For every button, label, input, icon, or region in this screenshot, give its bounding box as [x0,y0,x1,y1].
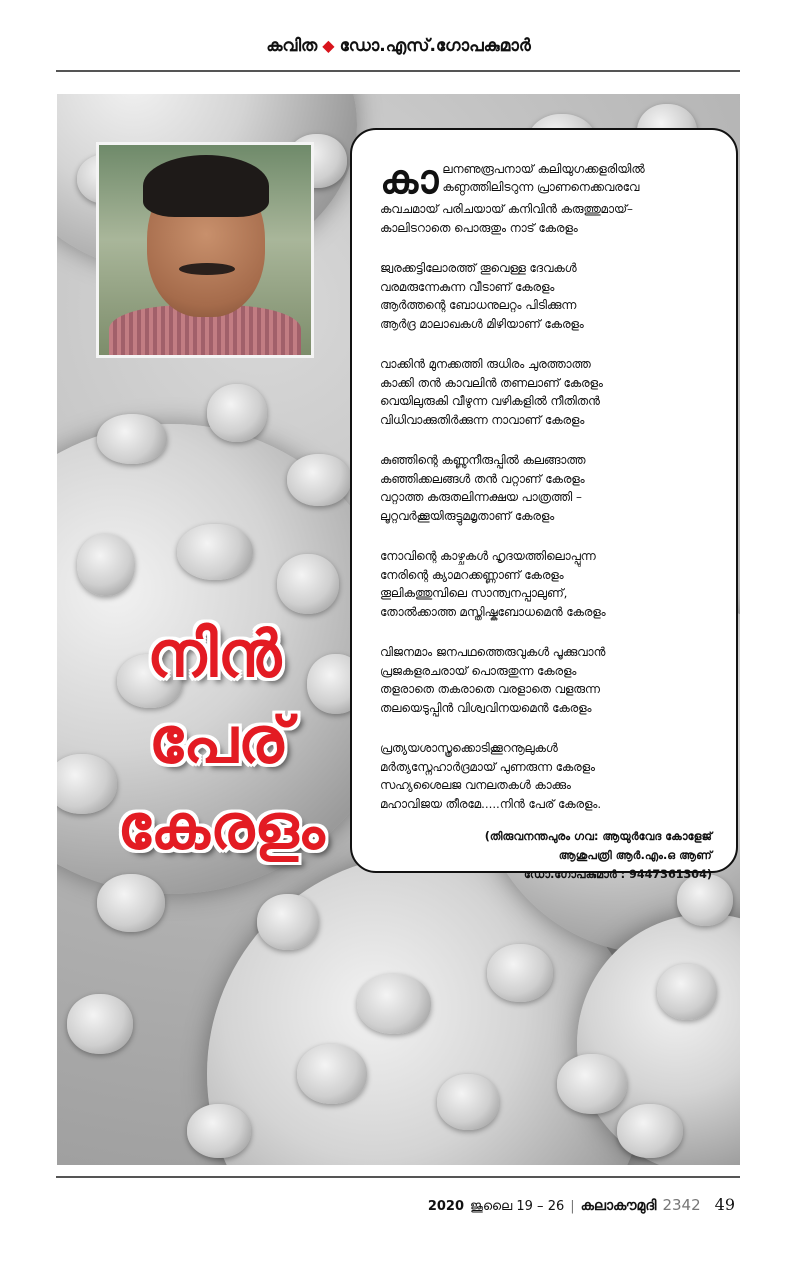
poem-line: ആർത്തന്റെ ബോധനുലറ്റം പിടിക്കുന്ന [380,298,577,312]
poem-line: നേരിന്റെ ക്യാമറക്കണ്ണാണ് കേരളം [380,567,564,582]
stanza-3 [380,355,716,429]
poem-line: സഹ്യശൈലജ വനലതകൾ കാക്കും [380,778,571,792]
drop-cap: കാ [380,157,437,203]
poem-line: തളരാതെ തകരാതെ വരളാതെ വളരുന്ന [380,682,600,696]
credit-line: (തിരുവനന്തപുരം ഗവ: ആയുർവേദ കോളേജ് [484,830,712,843]
author-credit [380,827,716,884]
poem-line: പ്രത്യയശാസ്ത്രക്കൊടിക്കൂറനൂലുകൾ [380,741,558,755]
poem-line: മർത്യസ്നേഹാർദ്രമായ് പുണരുന്ന കേരളം [380,759,595,774]
poem-line: കാക്കി തൻ കാവലിൻ തണലാണ് കേരളം [380,375,603,390]
footer-date: ജൂലൈ 19 – 26 [470,1199,565,1214]
poem-line: വെയിലുരുകി വീഴുന്ന വഴികളിൽ നീതിതൻ [380,394,600,408]
page-footer [428,1195,735,1214]
footer-separator: | [570,1199,575,1214]
author-photo [96,142,314,358]
diamond-icon: ◆ [322,36,335,55]
poem-line: കണ്ഠത്തിലിടറുന്ന പ്രാണനെക്കവരവേ [442,180,640,194]
title-line-2: പേര് [148,704,290,778]
footer-year: 2020 [427,1199,464,1214]
magazine-name: കലാകൗമുദി [580,1198,657,1214]
poem-line: ജ്വരക്കട്ടിലോരത്ത് തൂവെള്ള ദേവകൾ [380,261,577,275]
poem-line: ആർദ്ര മാലാഖകൾ മിഴിയാണ് കേരളം [380,316,584,331]
credit-line: ആശുപത്രി ആർ.എം.ഒ ആണ് [558,849,712,862]
page-number: 49 [714,1195,735,1214]
poem-line: കഞ്ഞിക്കലങ്ങൾ തൻ വറ്റാണ് കേരളം [380,471,585,486]
stanza-6 [380,643,716,717]
stanza-7 [380,739,716,813]
title-line-1: നിൻ [146,618,282,692]
poem-line: കവചമായ് പരിചയായ് കനിവിൻ കരുത്തുമായ്– [380,202,633,216]
poem-line: പ്രജകളരചരായ് പൊരുതുന്ന കേരളം [380,663,577,678]
poem-line: കുഞ്ഞിന്റെ കണ്ണുനീരുപ്പിൽ കലങ്ങാത്ത [380,453,586,467]
top-divider [56,70,740,72]
poem-line: ലനണുരൂപനായ് കലിയുഗക്കളരിയിൽ [442,162,645,176]
poem-line: തലയെടുപ്പിൻ വിശ്വവിനയമെൻ കേരളം [380,700,592,715]
poem-line: വറ്റാത്ത കരുതലിന്നക്ഷയ പാത്രത്തി – [380,490,582,504]
poem-line: വിധിവാക്കുതിർക്കുന്ന നാവാണ് കേരളം [380,412,585,427]
poem-line: മഹാവിജയ തീരമേ.....നിൻ പേര് കേരളം. [380,796,602,811]
stanza-4 [380,451,716,525]
poem-line: വരമരുന്നേകുന്ന വീടാണ് കേരളം [380,279,555,294]
bottom-divider [56,1176,740,1178]
stanza-1 [380,157,716,237]
issue-number: 2342 [662,1196,701,1214]
poem-line: തൂലികത്തുമ്പിലെ സാന്ത്വനപ്പാലുണ്, [380,586,568,600]
section-label: കവിത [266,36,318,56]
poem-line: വാക്കിൻ മുനക്കത്തി രുധിരം ചുരത്താത്ത [380,357,591,371]
page-header [58,36,739,56]
poem-line: വിജനമാം ജനപഥത്തെരുവുകൾ പൂക്കുവാൻ [380,645,606,659]
poem-line: കാലിടറാതെ പൊരുതും നാട് കേരളം [380,220,578,235]
title-line-3: കേരളം [117,790,325,863]
poem-title [56,612,352,870]
credit-line: ഡോ.ഗോപകുമാർ : 9447361304) [524,868,712,881]
author-name: ഡോ.എസ്.ഗോപകുമാർ [339,36,531,56]
poem-line: തോൽക്കാത്ത മസ്തിഷ്കബോധമെൻ കേരളം [380,604,606,619]
stanza-2 [380,259,716,333]
poem-line: നോവിന്റെ കാഴ്ചകൾ ഹൃദയത്തിലൊപ്പുന്ന [380,549,596,563]
stanza-5 [380,547,716,621]
poem-box [350,128,738,881]
poem-line: ലൂറ്റവർക്കൂയിരുട്ടുമമൃതാണ് കേരളം [380,508,555,523]
